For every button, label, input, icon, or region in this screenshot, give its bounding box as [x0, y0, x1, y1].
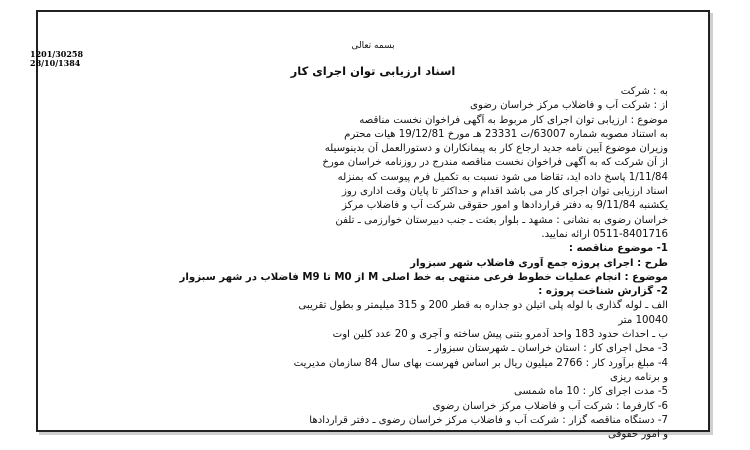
body-line: یکشنبه 9/11/84 به دفتر قراردادها و امور حقوقی شرکت آب و فاضلاب مرکز	[342, 200, 668, 212]
body-line: و برنامه ریزی	[609, 371, 668, 383]
body-line: الف ـ لوله گذاری با لوله پلی اتیلن دو جداره به قطر 200 و 315 میلیمتر و بطول تقریبی	[298, 300, 668, 312]
document-body	[40, 85, 668, 442]
reference-date: 28/10/1384	[30, 58, 81, 68]
body-line: 10040 متر	[618, 314, 668, 326]
bismillah-heading: بسمه تعالی	[351, 41, 395, 51]
body-line: 2- گزارش شناخت پروژه :	[538, 286, 668, 298]
body-line: 7- دستگاه مناقصه گزار : شرکت آب و فاضلاب مرکز خراسان رضوی ـ دفتر قراردادها	[309, 414, 668, 426]
body-line: 0511-8401716 ارائه نمایید.	[541, 228, 668, 240]
body-line: 6- کارفرما : شرکت آب و فاضلاب مرکز خراسان رضوی	[432, 400, 668, 412]
body-line: ب ـ احداث حدود 183 واحد آدمرو بتنی پیش ساخته و آجری و 20 عدد کلین اوت	[332, 329, 668, 341]
reference-number: 1201/30258	[30, 49, 84, 59]
body-line: وزیران موضوع آیین نامه جدید ارجاع کار به پیمانکاران و دستورالعمل آن بدینوسیله	[324, 143, 668, 155]
body-line: از آن شرکت که به آگهی فراخوان نخست مناقصه مندرج در روزنامه خراسان مورخ	[322, 157, 668, 169]
document-title: اسناد ارزیابی توان اجرای کار	[290, 64, 456, 78]
body-line: به استناد مصوبه شماره 63007/ت 23331 هـ مورخ 19/12/81 هیات محترم	[344, 128, 668, 140]
body-line: به : شرکت	[620, 86, 668, 97]
body-line: 1- موضوع مناقصه :	[568, 243, 668, 255]
body-line: اسناد ارزیابی توان اجرای کار می باشد اقدام و حداکثر تا پایان وقت اداری روز	[341, 186, 668, 198]
body-line: موضوع : ارزیابی توان اجرای کار مربوط به آگهی فراخوان نخست مناقصه	[359, 114, 668, 126]
body-line: 4- مبلغ برآورد کار : 2766 میلیون ریال بر اساس فهرست بهای سال 84 سازمان مدیریت	[293, 357, 668, 369]
body-line: از : شرکت آب و فاضلاب مرکز خراسان رضوی	[470, 100, 668, 112]
body-line: 5- مدت اجرای کار : 10 ماه شمسی	[514, 386, 668, 398]
body-line: طرح : اجرای پروژه جمع آوری فاضلاب شهر سبزوار	[410, 257, 668, 269]
body-line: 3- محل اجرای کار : استان خراسان ـ شهرستان سبزوار ـ	[428, 343, 668, 355]
body-line: خراسان رضوی به نشانی : مشهد ـ بلوار بعثت ـ جنب دبیرستان خوارزمی ـ تلفن	[335, 214, 668, 226]
body-line: و امور حقوقی	[608, 429, 668, 441]
body-line: موضوع : انجام عملیات خطوط فرعی منتهی به خط اصلی M از M0 تا M9 فاضلاب در شهر سبزوار	[179, 271, 668, 283]
body-line: 1/11/84 پاسخ داده اید، تقاضا می شود نسبت به تکمیل فرم پیوست که بمنزله	[337, 171, 668, 183]
